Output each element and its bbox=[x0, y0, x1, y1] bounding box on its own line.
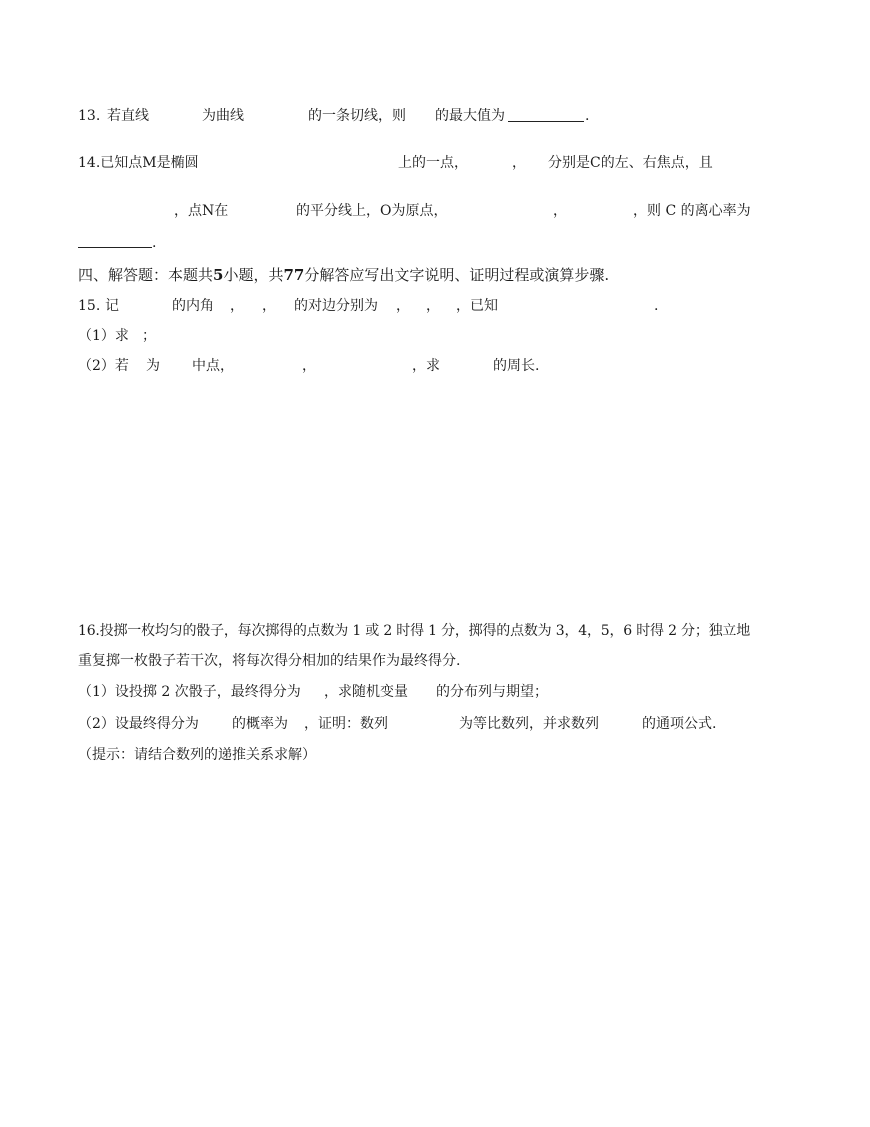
section-heading bbox=[78, 266, 609, 284]
sub-question-1: （1）求 bbox=[78, 328, 129, 344]
question-text: ， bbox=[396, 298, 410, 314]
answer-blank bbox=[508, 107, 584, 122]
section-count: 5 bbox=[213, 266, 224, 284]
answer-blank bbox=[78, 233, 152, 248]
question-text: 为曲线 bbox=[202, 108, 244, 124]
question-text: 为 bbox=[146, 358, 160, 374]
question-text: 的一条切线，则 bbox=[308, 108, 406, 124]
question-text: ，已知 bbox=[456, 298, 498, 314]
section-text: 小题，共 bbox=[223, 266, 284, 284]
question-text: 中点， bbox=[192, 358, 234, 374]
sub-question-2: （2）设最终得分为 bbox=[78, 716, 199, 732]
question-text: ； bbox=[142, 328, 156, 344]
question-text: 的周长. bbox=[493, 358, 540, 374]
question-number: 13. bbox=[78, 108, 101, 124]
sub-question-1: （1）设投掷 2 次骰子，最终得分为 bbox=[78, 684, 301, 700]
question-text: 记 bbox=[105, 298, 119, 314]
question-text: . bbox=[585, 108, 590, 124]
question-text: ， bbox=[302, 358, 316, 374]
question-text: ，求 bbox=[412, 358, 440, 374]
question-text: . bbox=[152, 235, 157, 251]
question-text: 上的一点， bbox=[398, 155, 468, 171]
question-text: ， bbox=[426, 298, 440, 314]
question-text: 的最大值为 bbox=[435, 108, 505, 124]
question-text: ，则 C 的离心率为 bbox=[633, 203, 751, 219]
question-text: ，求随机变量 bbox=[324, 684, 408, 700]
question-text: ， bbox=[230, 298, 244, 314]
question-number: 15. bbox=[78, 298, 101, 314]
question-text: 的概率为 bbox=[232, 716, 288, 732]
question-text: ， bbox=[262, 298, 276, 314]
question-text: 分别是C的左、右焦点，且 bbox=[548, 155, 713, 171]
question-text: ， bbox=[553, 203, 567, 219]
question-text: 重复掷一枚骰子若干次，将每次得分相加的结果作为最终得分. bbox=[78, 653, 461, 669]
question-text: 16.投掷一枚均匀的骰子，每次掷得的点数为 1 或 2 时得 1 分，掷得的点数为 3，4，5，6 时得 2 分；独立地 bbox=[78, 623, 751, 639]
question-text: . bbox=[654, 298, 659, 314]
question-text: 的平分线上，O为原点， bbox=[296, 203, 448, 219]
question-text: 的对边分别为 bbox=[294, 298, 378, 314]
question-text: ，证明：数列 bbox=[304, 716, 388, 732]
question-text: 14.已知点M是椭圆 bbox=[78, 155, 199, 171]
question-text: ，点N在 bbox=[174, 203, 229, 219]
section-points: 77 bbox=[283, 266, 305, 284]
section-text: 分解答应写出文字说明、证明过程或演算步骤. bbox=[304, 266, 610, 284]
hint-text: （提示：请结合数列的递推关系求解） bbox=[78, 747, 316, 763]
question-text: 为等比数列，并求数列 bbox=[459, 716, 599, 732]
question-text: 若直线 bbox=[107, 108, 149, 124]
question-text: ， bbox=[512, 155, 526, 171]
question-text: 的通项公式. bbox=[642, 716, 717, 732]
question-text: 的分布列与期望； bbox=[436, 684, 548, 700]
question-text: 的内角 bbox=[172, 298, 214, 314]
sub-question-2: （2）若 bbox=[78, 358, 129, 374]
section-text: 四、解答题：本题共 bbox=[78, 266, 214, 284]
